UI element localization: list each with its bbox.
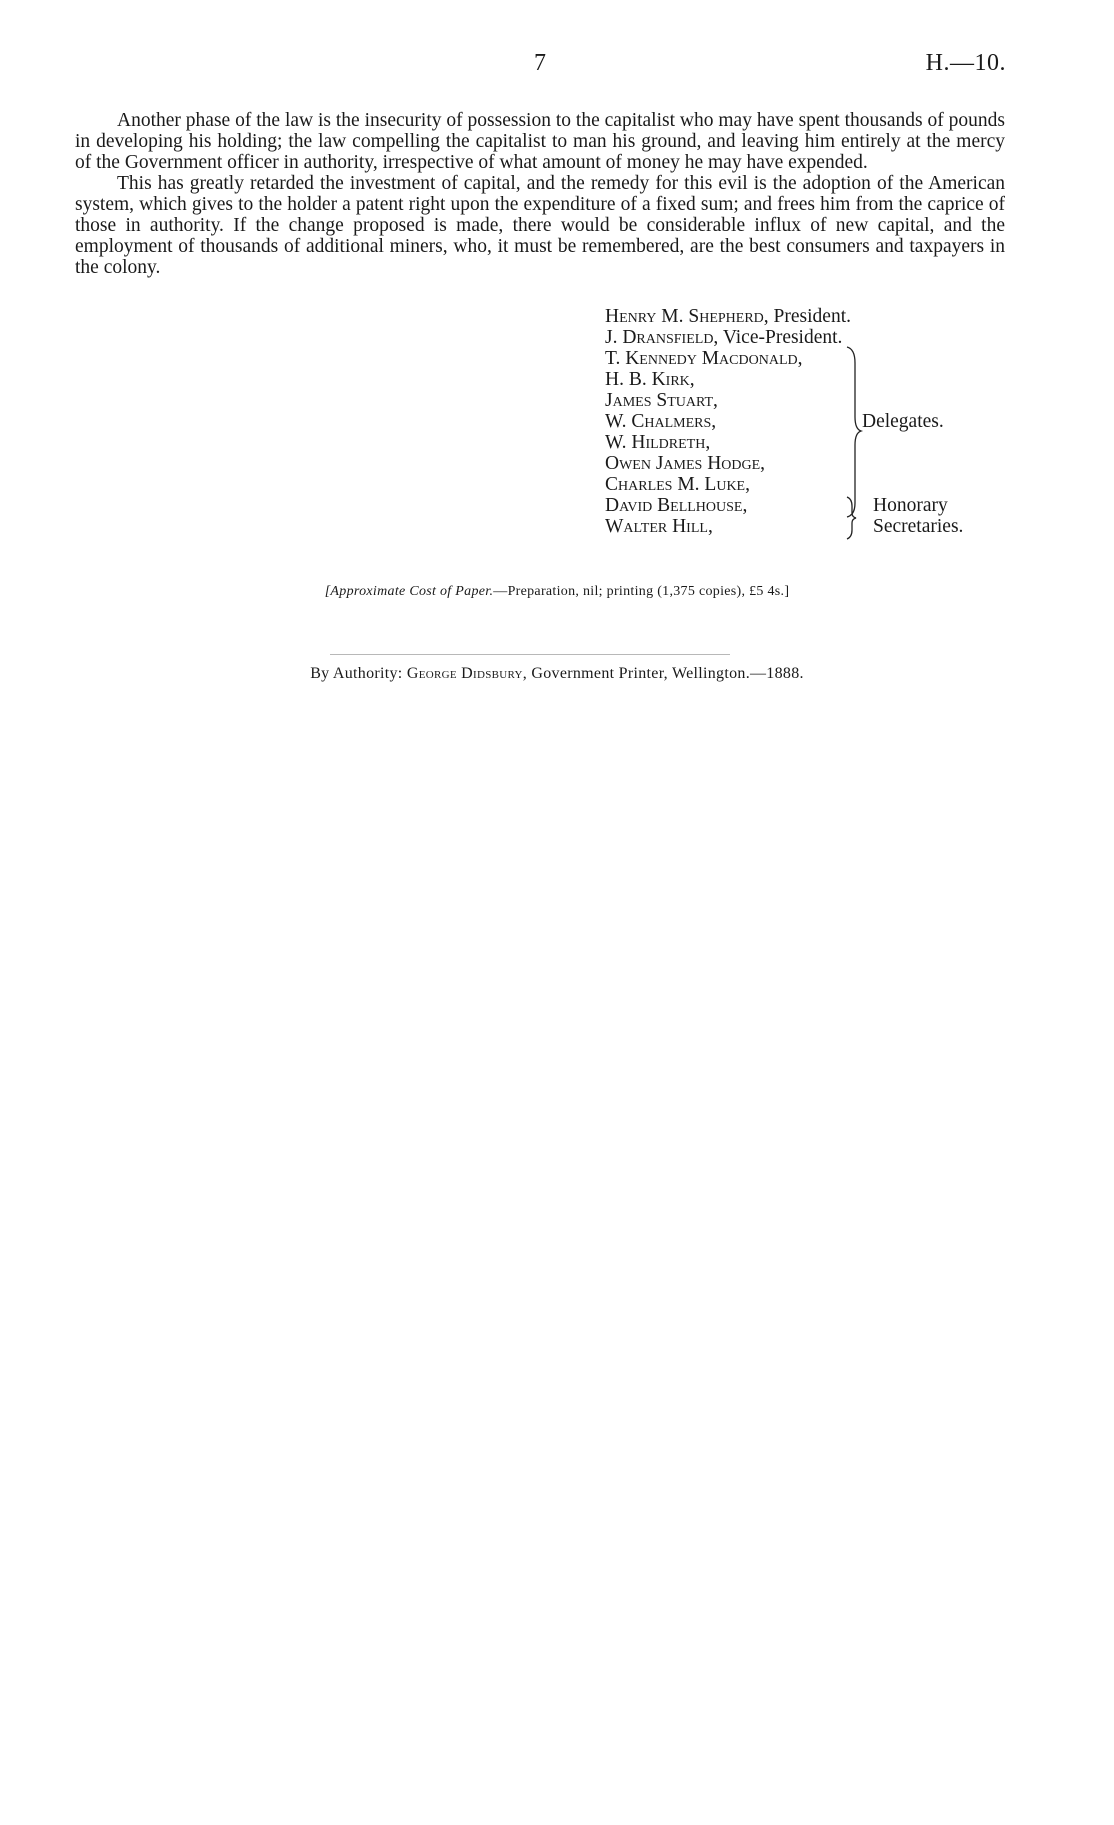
delegate-name: James Stuart, (605, 390, 718, 411)
delegate-name: T. Kennedy Macdonald, (605, 348, 803, 369)
delegate-name: Charles M. Luke, (605, 474, 750, 495)
delegates-label: Delegates. (862, 411, 944, 432)
delegate-name: Owen James Hodge, (605, 453, 766, 474)
cost-note-heading: [Approximate Cost of Paper. (324, 584, 494, 599)
imprint-printer: George Didsbury (406, 665, 523, 682)
secretaries-label: Secretaries. (873, 516, 964, 537)
body-text (75, 110, 1005, 278)
page-number: 7 (534, 50, 546, 76)
divider (330, 654, 730, 655)
signatory-name: Henry M. Shepherd, (605, 306, 769, 327)
delegate-name: W. Chalmers, (605, 411, 717, 432)
paragraph: Another phase of the law is the insecurity of possession to the capitalist who may have spent thousands of pounds in developing his holding; the law compelling the capitalist to man his ground, and leaving him entirely at the mercy of the Government officer in authority, irrespective of what amount of money he may have expended. (75, 110, 1005, 173)
delegates-brace (847, 347, 861, 517)
paragraph: This has greatly retarded the investment of capital, and the remedy for this evil is the adoption of the American system, which gives to the holder a patent right upon the expenditure of a fixed sum; and frees him from the caprice of those in authority. If the change proposed is made, there would be considerable influx of new capital, and the employment of thousands of additional miners, who, it must be remembered, are the best consumers and taxpayers in the colony. (75, 173, 1005, 278)
signatory-president (605, 306, 851, 327)
delegate-name: W. Hildreth, (605, 432, 711, 453)
signatory-title: Vice-President. (722, 327, 843, 348)
cost-note-detail: —Preparation, nil; printing (1,375 copies), £5 4s.] (493, 584, 790, 599)
printer-imprint (0, 665, 1114, 683)
imprint-suffix: , Government Printer, Wellington.—1888. (522, 665, 804, 682)
cost-note (0, 584, 1114, 600)
signatory-title: President. (773, 306, 851, 327)
delegate-name: H. B. Kirk, (605, 369, 695, 390)
secretaries-label: Honorary (873, 495, 948, 516)
secretary-name: Walter Hill, (605, 516, 713, 537)
secretary-name: David Bellhouse, (605, 495, 748, 516)
imprint-prefix: By Authority: (310, 665, 407, 682)
brace-glyphs (845, 345, 875, 545)
signatory-name: J. Dransfield, (605, 327, 719, 348)
signatory-vice-president (605, 327, 842, 348)
document-reference: H.—10. (925, 50, 1006, 76)
